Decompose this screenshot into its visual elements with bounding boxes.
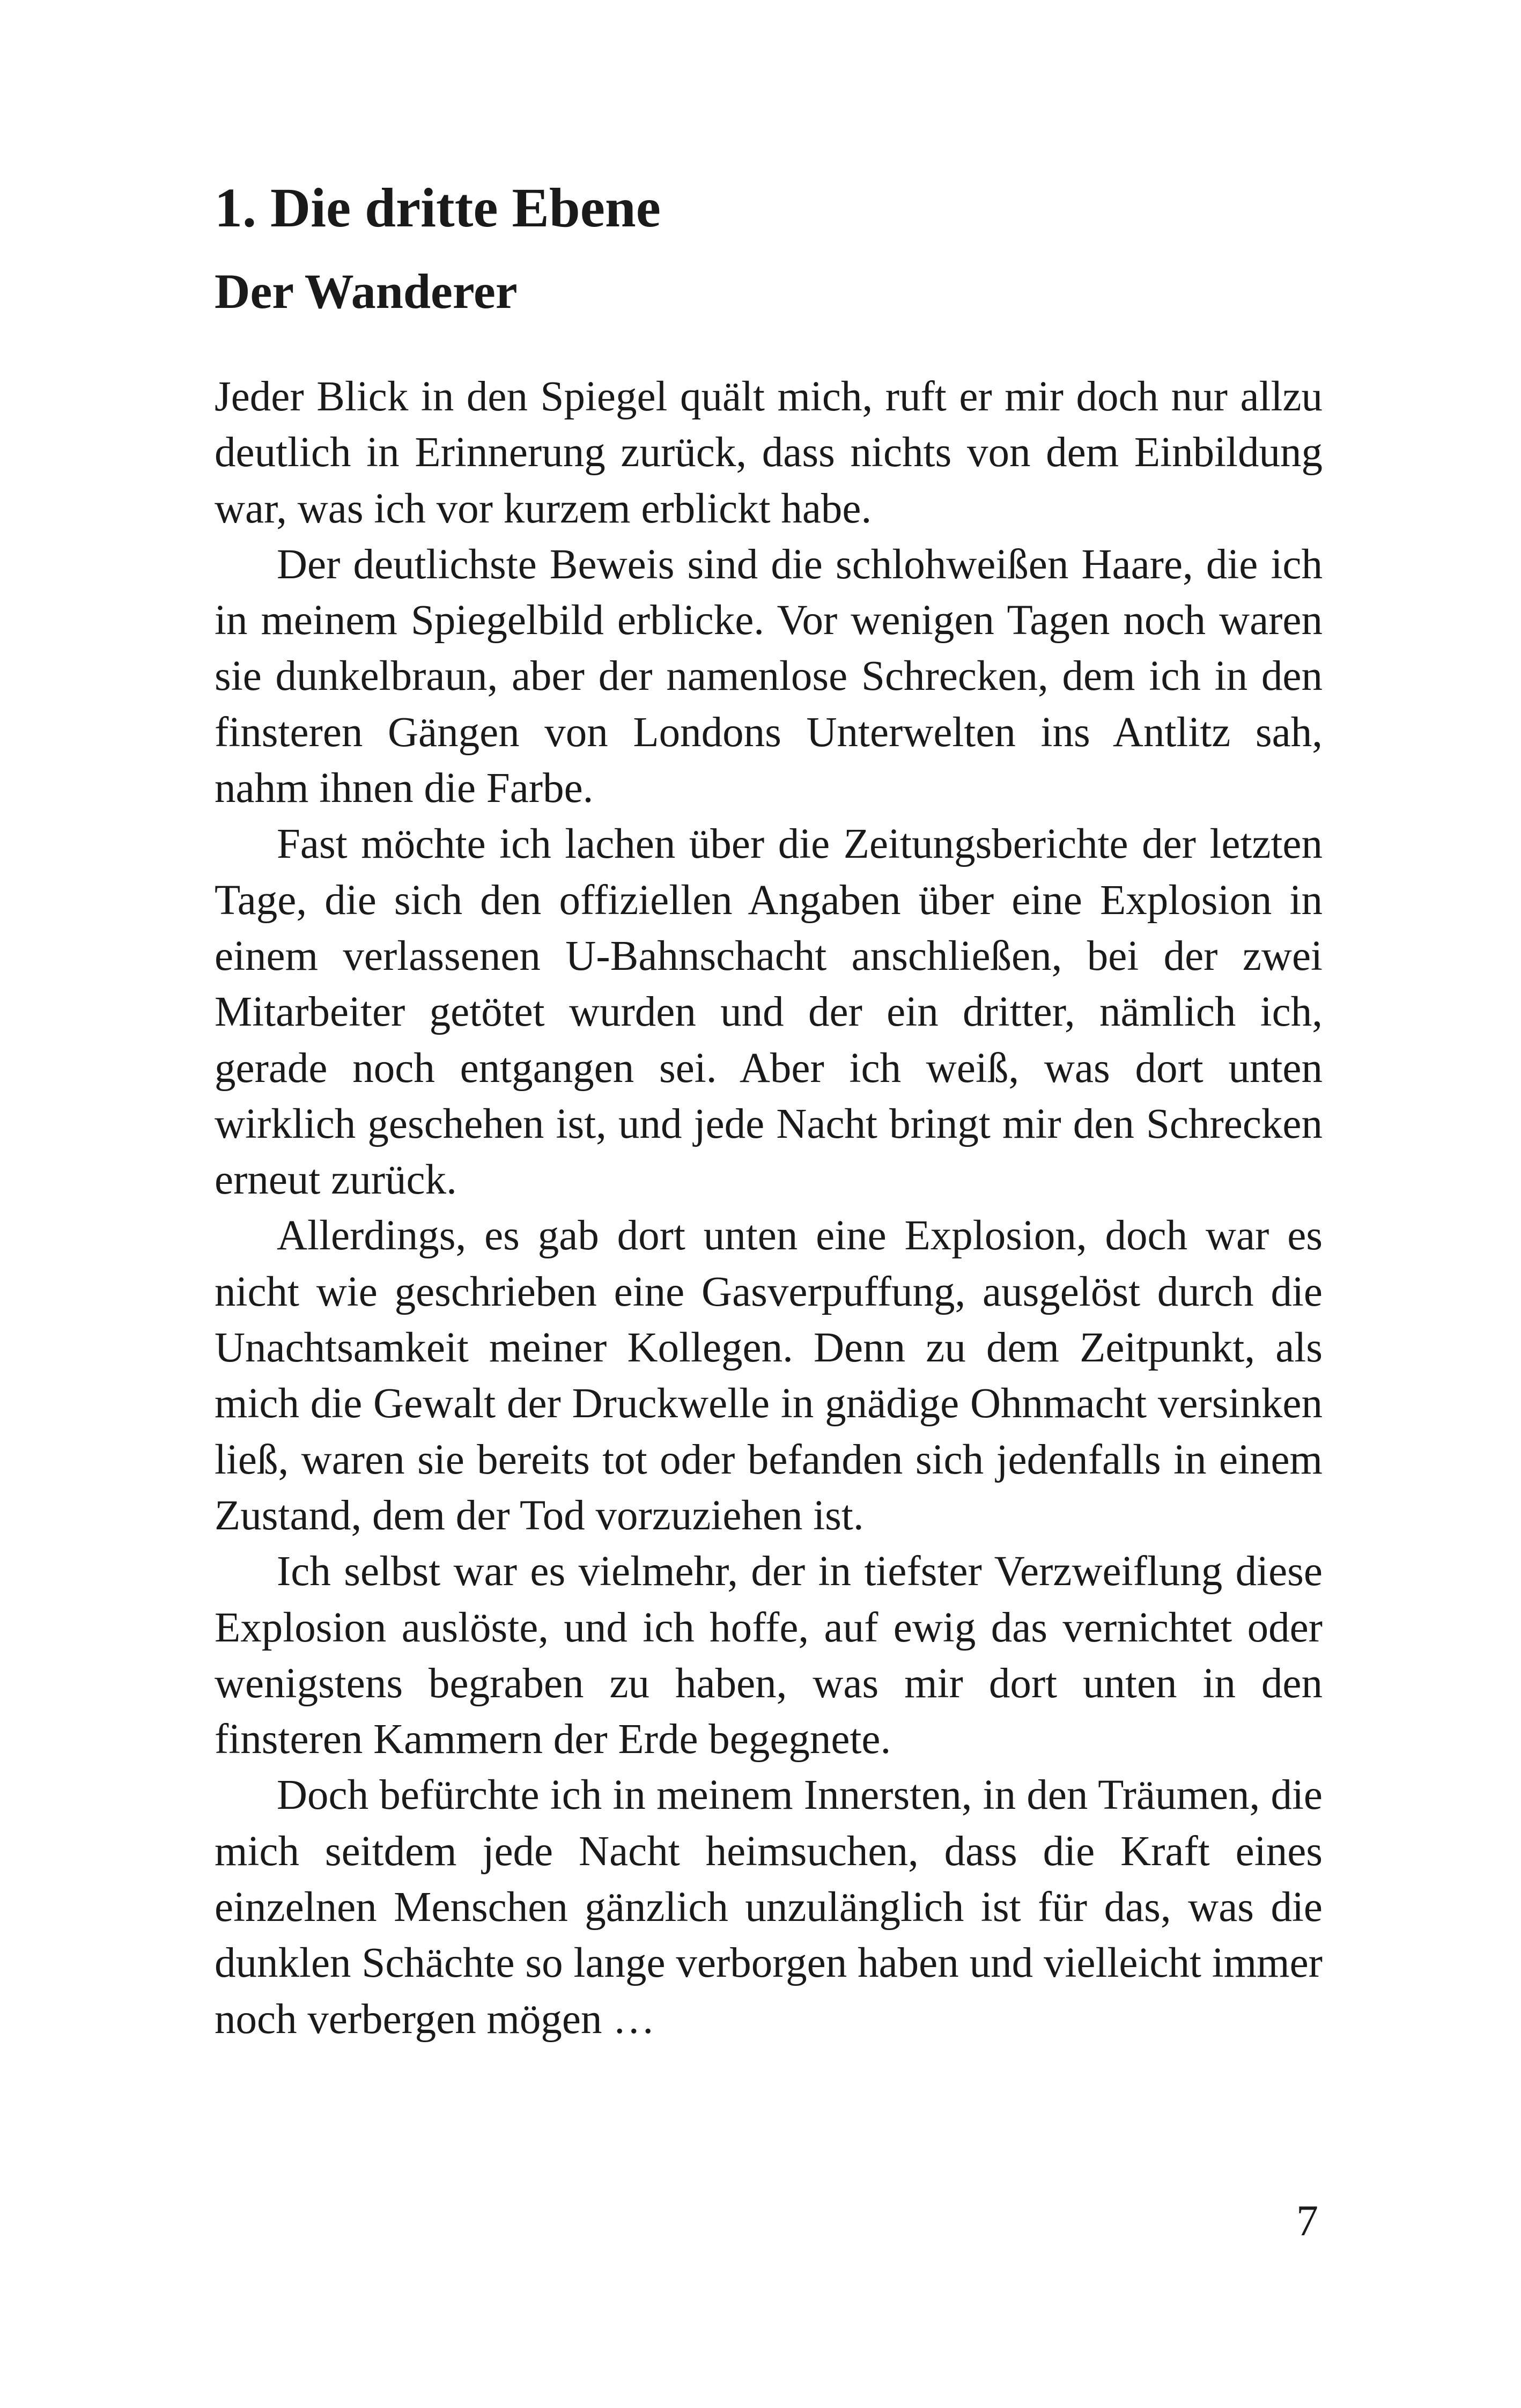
paragraph: Doch befürchte ich in meinem Innersten, in den Träumen, die mich seitdem jede Nacht heimsuchen, dass die Kraft eines einzelnen Menschen gänzlich unzulänglich ist für das, was die dunklen Schächte so lange verborgen haben und vielleicht immer noch verbergen mögen … — [215, 1772, 1323, 2043]
body-text — [215, 369, 1323, 2048]
paragraph: Fast möchte ich lachen über die Zeitungsberichte der letzten Tage, die sich den offiziellen Angaben über eine Explosion in einem verlassenen U-Bahnschacht anschließen, bei der zwei Mitarbeiter getötet wurden und der ein dritter, nämlich ich, gerade noch entgangen sei. Aber ich weiß, was dort unten wirklich geschehen ist, und jede Nacht bringt mir den Schrecken erneut zurück. — [215, 821, 1323, 1204]
paragraph: Jeder Blick in den Spiegel quält mich, ruft er mir doch nur allzu deutlich in Erinnerung zurück, dass nichts von dem Einbildung war, was ich vor kurzem erblickt habe. — [215, 373, 1323, 532]
paragraph: Der deutlichste Beweis sind die schlohweißen Haare, die ich in meinem Spiegelbild erblicke. Vor wenigen Tagen noch waren sie dunkelbraun, aber der namenlose Schrecken, dem ich in den finsteren Gängen von Londons Unterwelten ins Antlitz sah, nahm ihnen die Farbe. — [215, 541, 1323, 812]
section-title: Der Wanderer — [215, 264, 518, 319]
page-number: 7 — [1296, 2196, 1318, 2245]
paragraph: Ich selbst war es vielmehr, der in tiefster Verzweiflung diese Explosion auslöste, und ich hoffe, auf ewig das vernichtet oder wenigstens begraben zu haben, was mir dort unten in den finsteren Kammern der Erde begegnete. — [215, 1548, 1323, 1763]
chapter-title: 1. Die dritte Ebene — [215, 177, 661, 239]
paragraph: Allerdings, es gab dort unten eine Explosion, doch war es nicht wie geschrieben eine Gasverpuffung, ausgelöst durch die Unachtsamkeit meiner Kollegen. Denn zu dem Zeitpunkt, als mich die Gewalt der Druckwelle in gnädige Ohnmacht versinken ließ, waren sie bereits tot oder befanden sich jedenfalls in einem Zustand, dem der Tod vorzuziehen ist. — [215, 1212, 1323, 1539]
